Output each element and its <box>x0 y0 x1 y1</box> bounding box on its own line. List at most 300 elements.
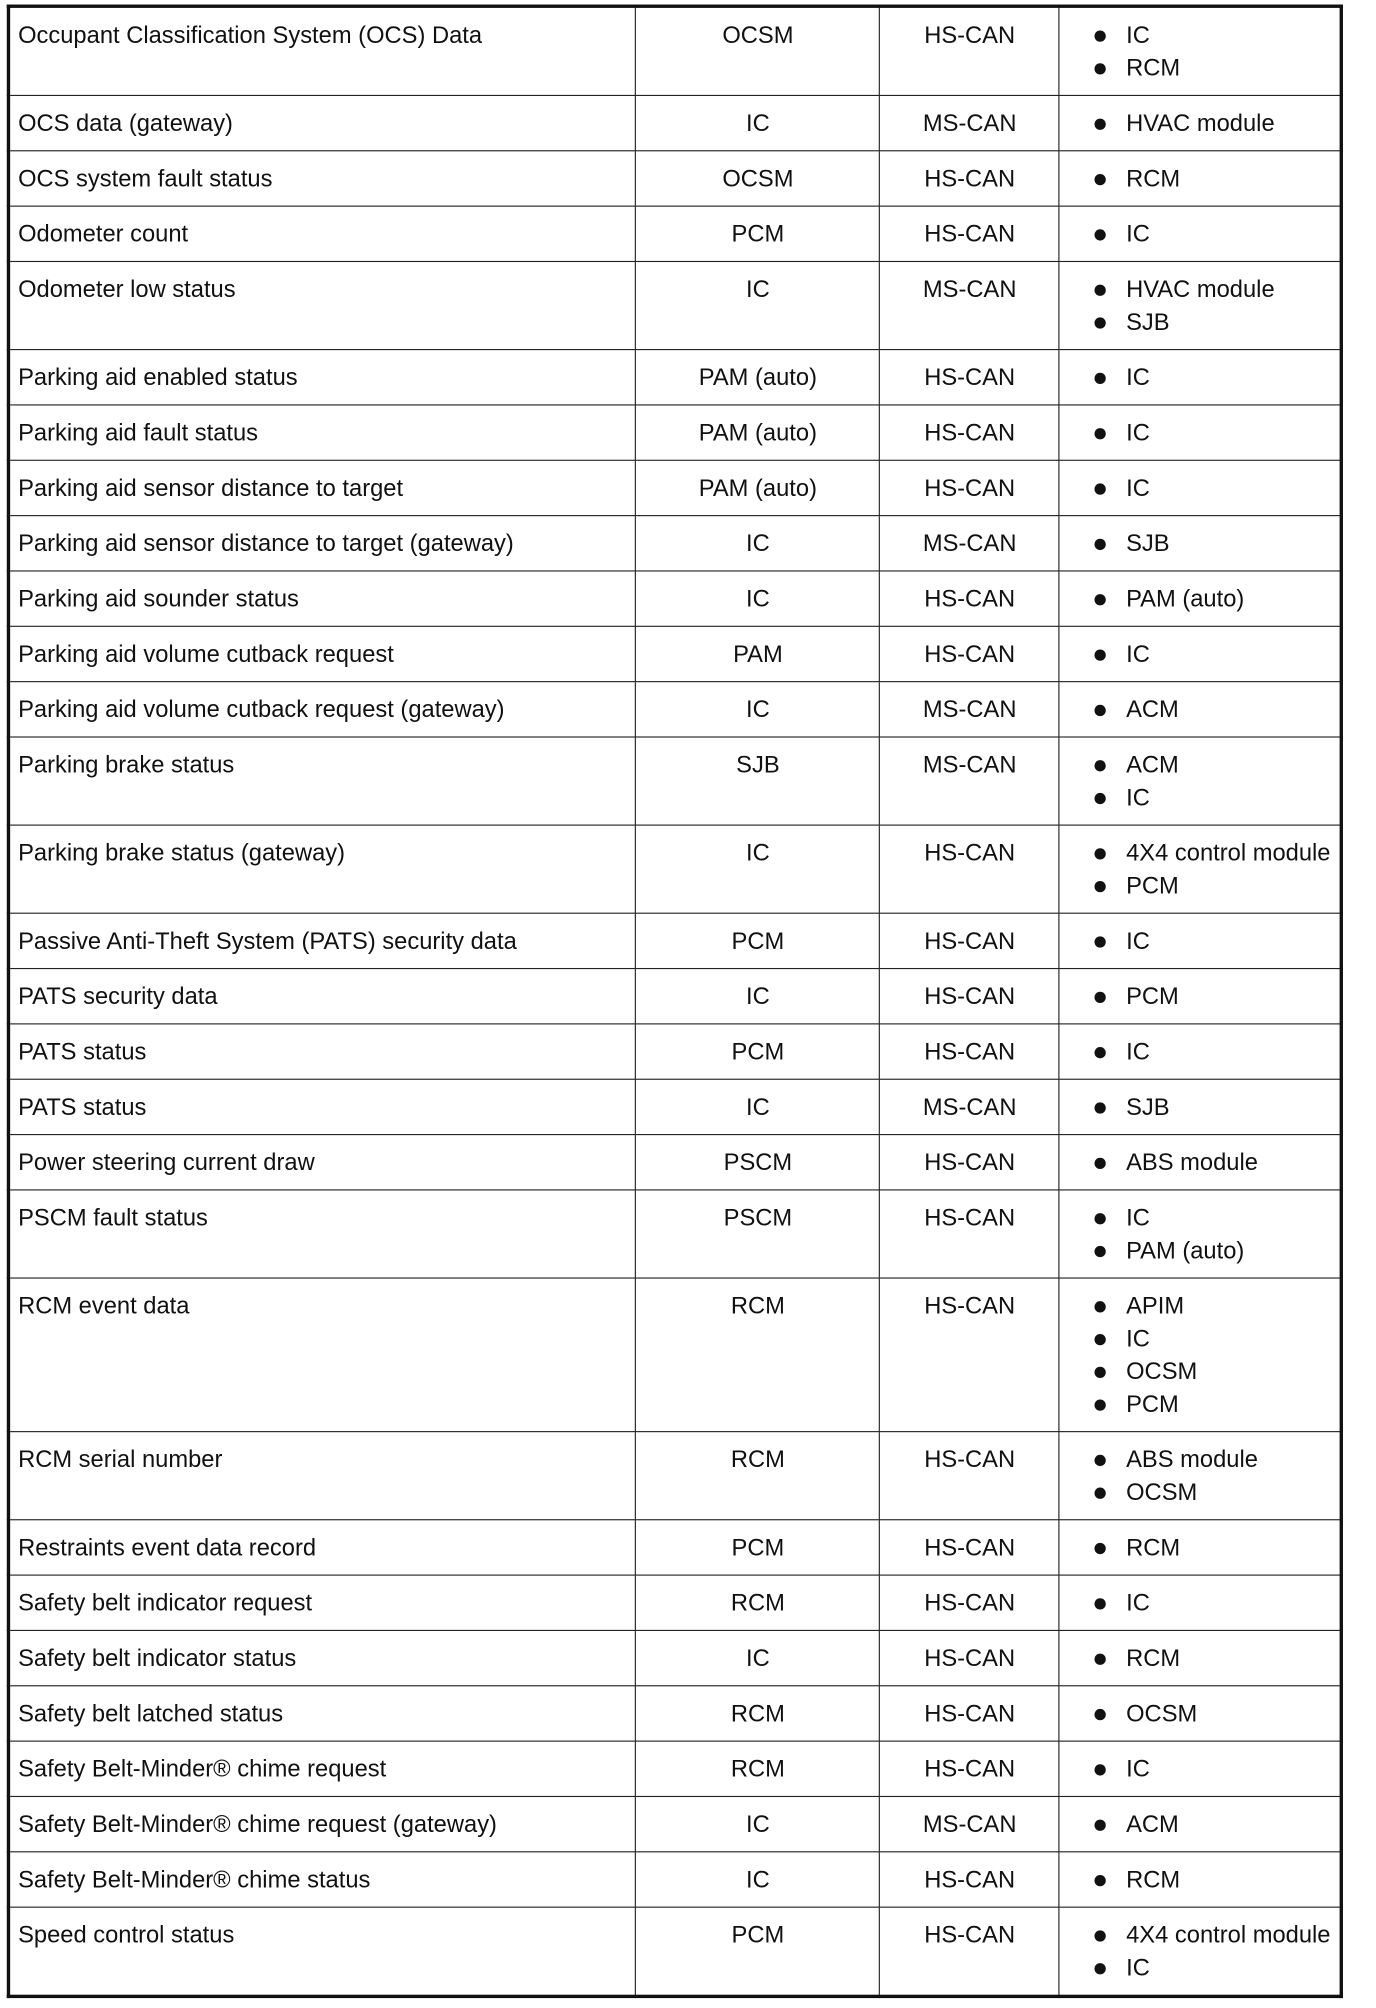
table-row <box>8 1278 1341 1432</box>
originator-cell: RCM <box>635 1278 879 1432</box>
receiver-label: IC <box>1126 1205 1150 1232</box>
receivers-cell <box>1059 737 1341 825</box>
table-row <box>8 682 1341 737</box>
receiver-list <box>1067 361 1332 394</box>
receiver-label: IC <box>1126 1039 1150 1066</box>
network-cell: HS-CAN <box>879 350 1059 405</box>
message-cell: PATS status <box>8 1024 635 1079</box>
receiver-item <box>1090 782 1333 815</box>
message-cell: Safety belt latched status <box>8 1686 635 1741</box>
receiver-item <box>1090 870 1333 903</box>
receivers-cell <box>1059 151 1341 206</box>
network-cell: MS-CAN <box>879 516 1059 571</box>
receivers-cell <box>1059 969 1341 1024</box>
receiver-list <box>1067 163 1332 196</box>
table-row <box>8 1796 1341 1851</box>
originator-cell: IC <box>635 1630 879 1685</box>
bullet-icon <box>1094 649 1105 660</box>
bullet-icon <box>1094 30 1105 41</box>
bullet-icon <box>1094 1488 1105 1499</box>
table-row <box>8 1575 1341 1630</box>
receiver-label: IC <box>1126 1590 1150 1617</box>
receiver-list <box>1067 472 1332 505</box>
bullet-icon <box>1094 1102 1105 1113</box>
originator-cell: PSCM <box>635 1135 879 1190</box>
bullet-icon <box>1094 174 1105 185</box>
receiver-item <box>1090 417 1333 450</box>
message-cell: Parking aid sounder status <box>8 571 635 626</box>
originator-cell: IC <box>635 516 879 571</box>
message-cell: Parking brake status (gateway) <box>8 825 635 913</box>
message-cell: OCS data (gateway) <box>8 95 635 150</box>
network-cell: HS-CAN <box>879 913 1059 968</box>
receiver-item <box>1090 1642 1333 1675</box>
bullet-icon <box>1094 63 1105 74</box>
receiver-label: RCM <box>1126 1867 1181 1894</box>
receiver-item <box>1090 925 1333 958</box>
receiver-label: OCSM <box>1126 1479 1198 1506</box>
receiver-item <box>1090 1091 1333 1124</box>
receiver-label: IC <box>1126 1326 1150 1353</box>
receiver-item <box>1090 1698 1333 1731</box>
receiver-label: RCM <box>1126 1534 1181 1561</box>
message-cell: Parking aid fault status <box>8 405 635 460</box>
originator-cell: PCM <box>635 1907 879 1996</box>
receiver-item <box>1090 694 1333 727</box>
network-message-table <box>7 5 1343 1999</box>
receivers-cell <box>1059 405 1341 460</box>
receiver-label: PAM (auto) <box>1126 586 1245 613</box>
table-row <box>8 1520 1341 1575</box>
network-cell: HS-CAN <box>879 206 1059 261</box>
message-cell: PATS status <box>8 1079 635 1134</box>
bullet-icon <box>1094 1301 1105 1312</box>
originator-cell: IC <box>635 682 879 737</box>
network-cell: HS-CAN <box>879 1630 1059 1685</box>
receiver-label: PCM <box>1126 873 1179 900</box>
receiver-label: SJB <box>1126 530 1170 557</box>
network-cell: HS-CAN <box>879 969 1059 1024</box>
receivers-cell <box>1059 1135 1341 1190</box>
receivers-cell <box>1059 1079 1341 1134</box>
receiver-label: ACM <box>1126 752 1179 779</box>
receiver-label: SJB <box>1126 309 1170 336</box>
bullet-icon <box>1094 229 1105 240</box>
receiver-label: APIM <box>1126 1293 1185 1320</box>
originator-cell: IC <box>635 95 879 150</box>
originator-cell: IC <box>635 1796 879 1851</box>
table-row <box>8 1024 1341 1079</box>
originator-cell: PAM (auto) <box>635 460 879 515</box>
table-row <box>8 261 1341 349</box>
receiver-list <box>1067 1919 1332 1985</box>
table-row <box>8 1079 1341 1134</box>
receiver-list <box>1067 1202 1332 1268</box>
receivers-cell <box>1059 1520 1341 1575</box>
table-row <box>8 516 1341 571</box>
network-cell: HS-CAN <box>879 1852 1059 1907</box>
receivers-cell <box>1059 1432 1341 1520</box>
bullet-icon <box>1094 539 1105 550</box>
receiver-label: HVAC module <box>1126 276 1275 303</box>
message-cell: Odometer low status <box>8 261 635 349</box>
message-cell: Occupant Classification System (OCS) Data <box>8 6 635 95</box>
originator-cell: OCSM <box>635 151 879 206</box>
table-row <box>8 1741 1341 1796</box>
bullet-icon <box>1094 1820 1105 1831</box>
message-cell: Parking aid volume cutback request (gateway) <box>8 682 635 737</box>
receiver-item <box>1090 1202 1333 1235</box>
receiver-item <box>1090 980 1333 1013</box>
network-cell: HS-CAN <box>879 825 1059 913</box>
message-cell: Safety belt indicator request <box>8 1575 635 1630</box>
receiver-item <box>1090 1290 1333 1323</box>
table-row <box>8 1190 1341 1278</box>
receiver-item <box>1090 52 1333 85</box>
receiver-label: PCM <box>1126 983 1179 1010</box>
network-cell: MS-CAN <box>879 95 1059 150</box>
message-cell: Safety Belt-Minder® chime request (gateway) <box>8 1796 635 1851</box>
receiver-label: IC <box>1126 785 1150 811</box>
receiver-label: OCSM <box>1126 1358 1198 1385</box>
bullet-icon <box>1094 1963 1105 1974</box>
receiver-item <box>1090 273 1333 306</box>
bullet-icon <box>1094 428 1105 439</box>
receiver-label: RCM <box>1126 166 1181 193</box>
receiver-list <box>1067 107 1332 140</box>
receivers-cell <box>1059 1907 1341 1996</box>
receiver-item <box>1090 1444 1333 1477</box>
receiver-label: ACM <box>1126 1811 1179 1838</box>
network-cell: HS-CAN <box>879 1135 1059 1190</box>
network-cell: HS-CAN <box>879 1907 1059 1996</box>
bullet-icon <box>1094 1654 1105 1665</box>
originator-cell: IC <box>635 1079 879 1134</box>
table-row <box>8 460 1341 515</box>
receiver-list <box>1067 527 1332 560</box>
message-cell: Safety belt indicator status <box>8 1630 635 1685</box>
receiver-label: IC <box>1126 641 1150 668</box>
table-row <box>8 95 1341 150</box>
message-cell: Parking aid enabled status <box>8 350 635 405</box>
message-cell: Parking brake status <box>8 737 635 825</box>
receivers-cell <box>1059 1024 1341 1079</box>
receiver-list <box>1067 1587 1332 1620</box>
receiver-list <box>1067 749 1332 815</box>
message-cell: RCM event data <box>8 1278 635 1432</box>
bullet-icon <box>1094 1399 1105 1410</box>
receivers-cell <box>1059 1852 1341 1907</box>
receiver-list <box>1067 837 1332 903</box>
originator-cell: RCM <box>635 1432 879 1520</box>
receiver-item <box>1090 1532 1333 1565</box>
receivers-cell <box>1059 460 1341 515</box>
receivers-cell <box>1059 1190 1341 1278</box>
bullet-icon <box>1094 1875 1105 1886</box>
originator-cell: IC <box>635 571 879 626</box>
bullet-icon <box>1094 285 1105 296</box>
bullet-icon <box>1094 1334 1105 1345</box>
originator-cell: SJB <box>635 737 879 825</box>
network-cell: MS-CAN <box>879 261 1059 349</box>
network-cell: HS-CAN <box>879 1575 1059 1630</box>
receivers-cell <box>1059 571 1341 626</box>
receiver-list <box>1067 273 1332 339</box>
bullet-icon <box>1094 992 1105 1003</box>
originator-cell: PCM <box>635 1520 879 1575</box>
bullet-icon <box>1094 793 1105 804</box>
network-cell: MS-CAN <box>879 682 1059 737</box>
bullet-icon <box>1094 936 1105 947</box>
network-cell: MS-CAN <box>879 1079 1059 1134</box>
bullet-icon <box>1094 1709 1105 1720</box>
receiver-label: IC <box>1126 1756 1150 1783</box>
receiver-item <box>1090 1808 1333 1841</box>
originator-cell: PAM (auto) <box>635 405 879 460</box>
receivers-cell <box>1059 626 1341 681</box>
receivers-cell <box>1059 350 1341 405</box>
bullet-icon <box>1094 119 1105 130</box>
receiver-list <box>1067 980 1332 1013</box>
receiver-label: SJB <box>1126 1094 1170 1121</box>
bullet-icon <box>1094 373 1105 384</box>
receivers-cell <box>1059 682 1341 737</box>
receiver-list <box>1067 1036 1332 1069</box>
originator-cell: PAM (auto) <box>635 350 879 405</box>
receiver-item <box>1090 1952 1333 1985</box>
receiver-item <box>1090 306 1333 339</box>
receiver-list <box>1067 1698 1332 1731</box>
originator-cell: PCM <box>635 913 879 968</box>
originator-cell: IC <box>635 969 879 1024</box>
receivers-cell <box>1059 206 1341 261</box>
receiver-list <box>1067 1532 1332 1565</box>
bullet-icon <box>1094 1246 1105 1257</box>
table-row <box>8 571 1341 626</box>
bullet-icon <box>1094 1047 1105 1058</box>
receivers-cell <box>1059 261 1341 349</box>
network-cell: HS-CAN <box>879 626 1059 681</box>
message-cell: Passive Anti-Theft System (PATS) security data <box>8 913 635 968</box>
receiver-item <box>1090 1864 1333 1897</box>
bullet-icon <box>1094 1598 1105 1609</box>
message-cell: RCM serial number <box>8 1432 635 1520</box>
message-cell: Speed control status <box>8 1907 635 1996</box>
receiver-list <box>1067 1444 1332 1510</box>
table-row <box>8 1852 1341 1907</box>
message-cell: Restraints event data record <box>8 1520 635 1575</box>
network-cell: HS-CAN <box>879 1278 1059 1432</box>
bullet-icon <box>1094 1543 1105 1554</box>
table-row <box>8 6 1341 95</box>
network-cell: HS-CAN <box>879 1686 1059 1741</box>
receiver-list <box>1067 1808 1332 1841</box>
originator-cell: RCM <box>635 1741 879 1796</box>
receiver-list <box>1067 1753 1332 1786</box>
originator-cell: PAM <box>635 626 879 681</box>
receiver-label: PAM (auto) <box>1126 1237 1245 1264</box>
bullet-icon <box>1094 1213 1105 1224</box>
network-cell: HS-CAN <box>879 571 1059 626</box>
table-row <box>8 737 1341 825</box>
receiver-item <box>1090 1235 1333 1268</box>
receiver-item <box>1090 1388 1333 1421</box>
receivers-cell <box>1059 1278 1341 1432</box>
receiver-list <box>1067 925 1332 958</box>
receiver-label: OCSM <box>1126 1701 1198 1728</box>
receivers-cell <box>1059 1630 1341 1685</box>
receiver-list <box>1067 1642 1332 1675</box>
table-row <box>8 151 1341 206</box>
bullet-icon <box>1094 1367 1105 1378</box>
receiver-item <box>1090 1476 1333 1509</box>
table-row <box>8 626 1341 681</box>
bullet-icon <box>1094 848 1105 859</box>
network-cell: HS-CAN <box>879 1741 1059 1796</box>
table-body <box>8 6 1341 1996</box>
bullet-icon <box>1094 1930 1105 1941</box>
message-cell: Safety Belt-Minder® chime status <box>8 1852 635 1907</box>
network-cell: HS-CAN <box>879 1432 1059 1520</box>
receivers-cell <box>1059 516 1341 571</box>
table-row <box>8 1907 1341 1996</box>
receiver-item <box>1090 361 1333 394</box>
receiver-label: IC <box>1126 420 1150 447</box>
receiver-list <box>1067 1864 1332 1897</box>
bullet-icon <box>1094 760 1105 771</box>
message-cell: PSCM fault status <box>8 1190 635 1278</box>
originator-cell: PCM <box>635 206 879 261</box>
network-cell: MS-CAN <box>879 1796 1059 1851</box>
receiver-item <box>1090 163 1333 196</box>
originator-cell: IC <box>635 1852 879 1907</box>
receiver-list <box>1067 1146 1332 1179</box>
message-cell: Parking aid sensor distance to target <box>8 460 635 515</box>
originator-cell: RCM <box>635 1575 879 1630</box>
table-row <box>8 913 1341 968</box>
table-row <box>8 1432 1341 1520</box>
table-row <box>8 1630 1341 1685</box>
receiver-item <box>1090 1323 1333 1356</box>
receiver-item <box>1090 1146 1333 1179</box>
receivers-cell <box>1059 825 1341 913</box>
receiver-label: ABS module <box>1126 1446 1258 1473</box>
table-row <box>8 1135 1341 1190</box>
table-row <box>8 405 1341 460</box>
receiver-label: RCM <box>1126 1645 1181 1672</box>
receiver-item <box>1090 1753 1333 1786</box>
network-cell: HS-CAN <box>879 1024 1059 1079</box>
receiver-label: 4X4 control module <box>1126 1922 1331 1949</box>
table-row <box>8 969 1341 1024</box>
receivers-cell <box>1059 6 1341 95</box>
bullet-icon <box>1094 705 1105 716</box>
receiver-item <box>1090 1355 1333 1388</box>
bullet-icon <box>1094 317 1105 328</box>
originator-cell: PSCM <box>635 1190 879 1278</box>
receiver-item <box>1090 472 1333 505</box>
receiver-label: IC <box>1126 22 1150 49</box>
network-cell: HS-CAN <box>879 460 1059 515</box>
receiver-list <box>1067 1290 1332 1421</box>
bullet-icon <box>1094 1764 1105 1775</box>
network-cell: HS-CAN <box>879 405 1059 460</box>
message-cell: OCS system fault status <box>8 151 635 206</box>
receivers-cell <box>1059 1741 1341 1796</box>
receiver-label: IC <box>1126 364 1150 391</box>
receiver-item <box>1090 1587 1333 1620</box>
originator-cell: RCM <box>635 1686 879 1741</box>
receiver-list <box>1067 417 1332 450</box>
message-cell: Safety Belt-Minder® chime request <box>8 1741 635 1796</box>
receiver-label: IC <box>1126 475 1150 502</box>
receiver-item <box>1090 1919 1333 1952</box>
receiver-item <box>1090 19 1333 52</box>
receiver-label: RCM <box>1126 55 1181 82</box>
receiver-item <box>1090 749 1333 782</box>
receivers-cell <box>1059 95 1341 150</box>
network-cell: HS-CAN <box>879 1520 1059 1575</box>
receiver-item <box>1090 638 1333 671</box>
receiver-label: IC <box>1126 928 1150 955</box>
receiver-label: ACM <box>1126 696 1179 723</box>
receiver-list <box>1067 694 1332 727</box>
receiver-label: HVAC module <box>1126 110 1275 137</box>
receivers-cell <box>1059 1796 1341 1851</box>
receiver-label: 4X4 control module <box>1126 840 1331 867</box>
receiver-list <box>1067 638 1332 671</box>
bullet-icon <box>1094 881 1105 892</box>
originator-cell: PCM <box>635 1024 879 1079</box>
receiver-item <box>1090 583 1333 616</box>
receiver-list <box>1067 583 1332 616</box>
receivers-cell <box>1059 1686 1341 1741</box>
message-cell: Odometer count <box>8 206 635 261</box>
message-cell: Parking aid volume cutback request <box>8 626 635 681</box>
receiver-label: IC <box>1126 1955 1150 1982</box>
bullet-icon <box>1094 1455 1105 1466</box>
network-cell: HS-CAN <box>879 151 1059 206</box>
receiver-label: ABS module <box>1126 1149 1258 1176</box>
table-row <box>8 206 1341 261</box>
table-row <box>8 1686 1341 1741</box>
originator-cell: IC <box>635 825 879 913</box>
network-cell: MS-CAN <box>879 737 1059 825</box>
receivers-cell <box>1059 913 1341 968</box>
receiver-list <box>1067 218 1332 251</box>
network-cell: HS-CAN <box>879 6 1059 95</box>
bullet-icon <box>1094 1158 1105 1169</box>
originator-cell: OCSM <box>635 6 879 95</box>
receiver-item <box>1090 837 1333 870</box>
bullet-icon <box>1094 594 1105 605</box>
receiver-list <box>1067 19 1332 85</box>
message-cell: Power steering current draw <box>8 1135 635 1190</box>
receiver-item <box>1090 218 1333 251</box>
table-row <box>8 350 1341 405</box>
receiver-label: IC <box>1126 221 1150 248</box>
receiver-label: PCM <box>1126 1391 1179 1418</box>
network-cell: HS-CAN <box>879 1190 1059 1278</box>
receiver-item <box>1090 1036 1333 1069</box>
receivers-cell <box>1059 1575 1341 1630</box>
receiver-item <box>1090 527 1333 560</box>
receiver-list <box>1067 1091 1332 1124</box>
message-cell: PATS security data <box>8 969 635 1024</box>
table-row <box>8 825 1341 913</box>
bullet-icon <box>1094 483 1105 494</box>
message-cell: Parking aid sensor distance to target (gateway) <box>8 516 635 571</box>
